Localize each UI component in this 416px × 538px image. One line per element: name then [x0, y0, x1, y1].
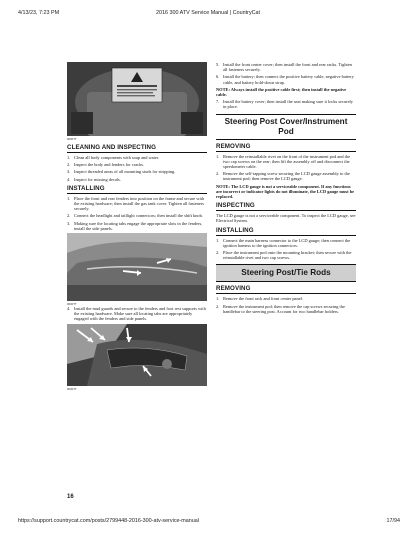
print-page-title: 2016 300 ATV Service Manual | CountryCat [155, 10, 261, 16]
photo-side-panel [67, 233, 207, 301]
installing-steps-cont [216, 62, 356, 85]
installing-heading: INSTALLING [67, 185, 207, 194]
list-item: 3. Inspect threaded areas of all mounting studs for stripping. [67, 169, 176, 175]
cleaning-heading: CLEANING AND INSPECTING [67, 144, 207, 153]
list-item: 4. Install the mud guards and secure to the fenders and foot rest supports with the existing hardware. Make sure all locating tabs are appropriately engaged with the fenders and side panels. [67, 306, 206, 322]
list-item: 2. Remove the self-tapping screw securing the LCD gauge assembly to the instrument pod; then remove the LCD gauge. [216, 171, 350, 182]
print-footer [0, 516, 416, 530]
print-page-count: 17/94 [386, 518, 400, 524]
photo-code: 0000TT [67, 137, 77, 141]
list-item: 1. Remove the front rack and front center panel. [216, 296, 303, 302]
inspecting-text: The LCD gauge is not a serviceable component. To inspect the LCD gauge, see Electrical System. [216, 213, 356, 224]
installing-steps [67, 196, 207, 231]
left-column [67, 62, 207, 391]
section-title-steering-post-tie-rods: Steering Post/Tie Rods [216, 264, 356, 282]
note-positive-cable: NOTE: Always install the positive cable first; then install the negative cable. [216, 86, 347, 98]
list-item: 6. Install the battery; then connect the positive battery cable, negative battery cable, and battery hold-down strap. [216, 74, 354, 85]
print-url: https://support.countrycat.com/posts/2799448-2016-300-atv-service-manual [18, 518, 199, 524]
removing-steps-2 [216, 296, 356, 314]
removing-heading: REMOVING [216, 143, 356, 152]
list-item: 1. Place the front and rear fenders into position on the frame and secure with the existing hardware; then install the gas tank cover. Tighten all fasteners securely. [67, 195, 205, 212]
print-timestamp: 4/13/23, 7:23 PM [18, 10, 60, 16]
list-item: 2. Remove the instrument pod; then remove the cap screws securing the handlebar to the steering post. Account for two handlebar holders. [216, 303, 345, 314]
section-title-steering-post-cover: Steering Post Cover/Instrument Pod [216, 114, 356, 140]
installing-steps-continued [67, 306, 207, 322]
print-header [0, 0, 416, 20]
removing-heading-2: REMOVING [216, 285, 356, 294]
removing-steps [216, 154, 356, 182]
photo-code: 0000TT [67, 302, 77, 307]
cleaning-steps [67, 155, 207, 182]
right-column [216, 62, 356, 316]
list-item: 3. Making sure the locating tabs engage the appropriate slots in the fenders, install the side panels. [67, 220, 203, 231]
list-item: 7. Install the battery cover; then install the seat making sure it locks securely in place. [216, 99, 353, 110]
list-item: 4. Inspect for missing decals. [67, 176, 121, 182]
photo-code: 0000TT [67, 386, 77, 391]
note-lcd-gauge: NOTE: The LCD gauge is not a serviceable component. If any functions are incorrect or indicator lights do not illuminate, the LCD gauge must be replaced. [216, 183, 355, 200]
list-item: 1. Connect the main harness connector to the LCD gauge; then connect the ignition harness to the ignition connectors. [216, 237, 351, 248]
photo-battery-decal [67, 62, 207, 136]
list-item: 5. Install the front center cover; then install the front and rear racks. Tighten all fasteners securely. [216, 62, 352, 73]
inspecting-heading: INSPECTING [216, 202, 356, 211]
list-item: 1. Clean all body components with soap and water. [67, 155, 160, 160]
list-item: 2. Place the instrument pod onto the mounting bracket; then secure with the reinstallable rivet and two cap screws. [216, 250, 352, 261]
installing-steps [216, 238, 356, 261]
installing-steps-cont-2 [216, 99, 356, 109]
installing-heading: INSTALLING [216, 227, 356, 236]
photo-mud-guard [67, 324, 207, 386]
page-number: 16 [67, 494, 74, 500]
list-item: 1. Remove the reinstallable rivet on the front of the instrument pod and the two cap screws on the rear; then lift the assembly off and disconnect the speedometer cable. [216, 153, 351, 170]
list-item: 2. Inspect the body and fenders for cracks. [67, 162, 145, 168]
list-item: 2. Connect the headlight and taillight connectors; then install the shift knob. [67, 213, 203, 219]
